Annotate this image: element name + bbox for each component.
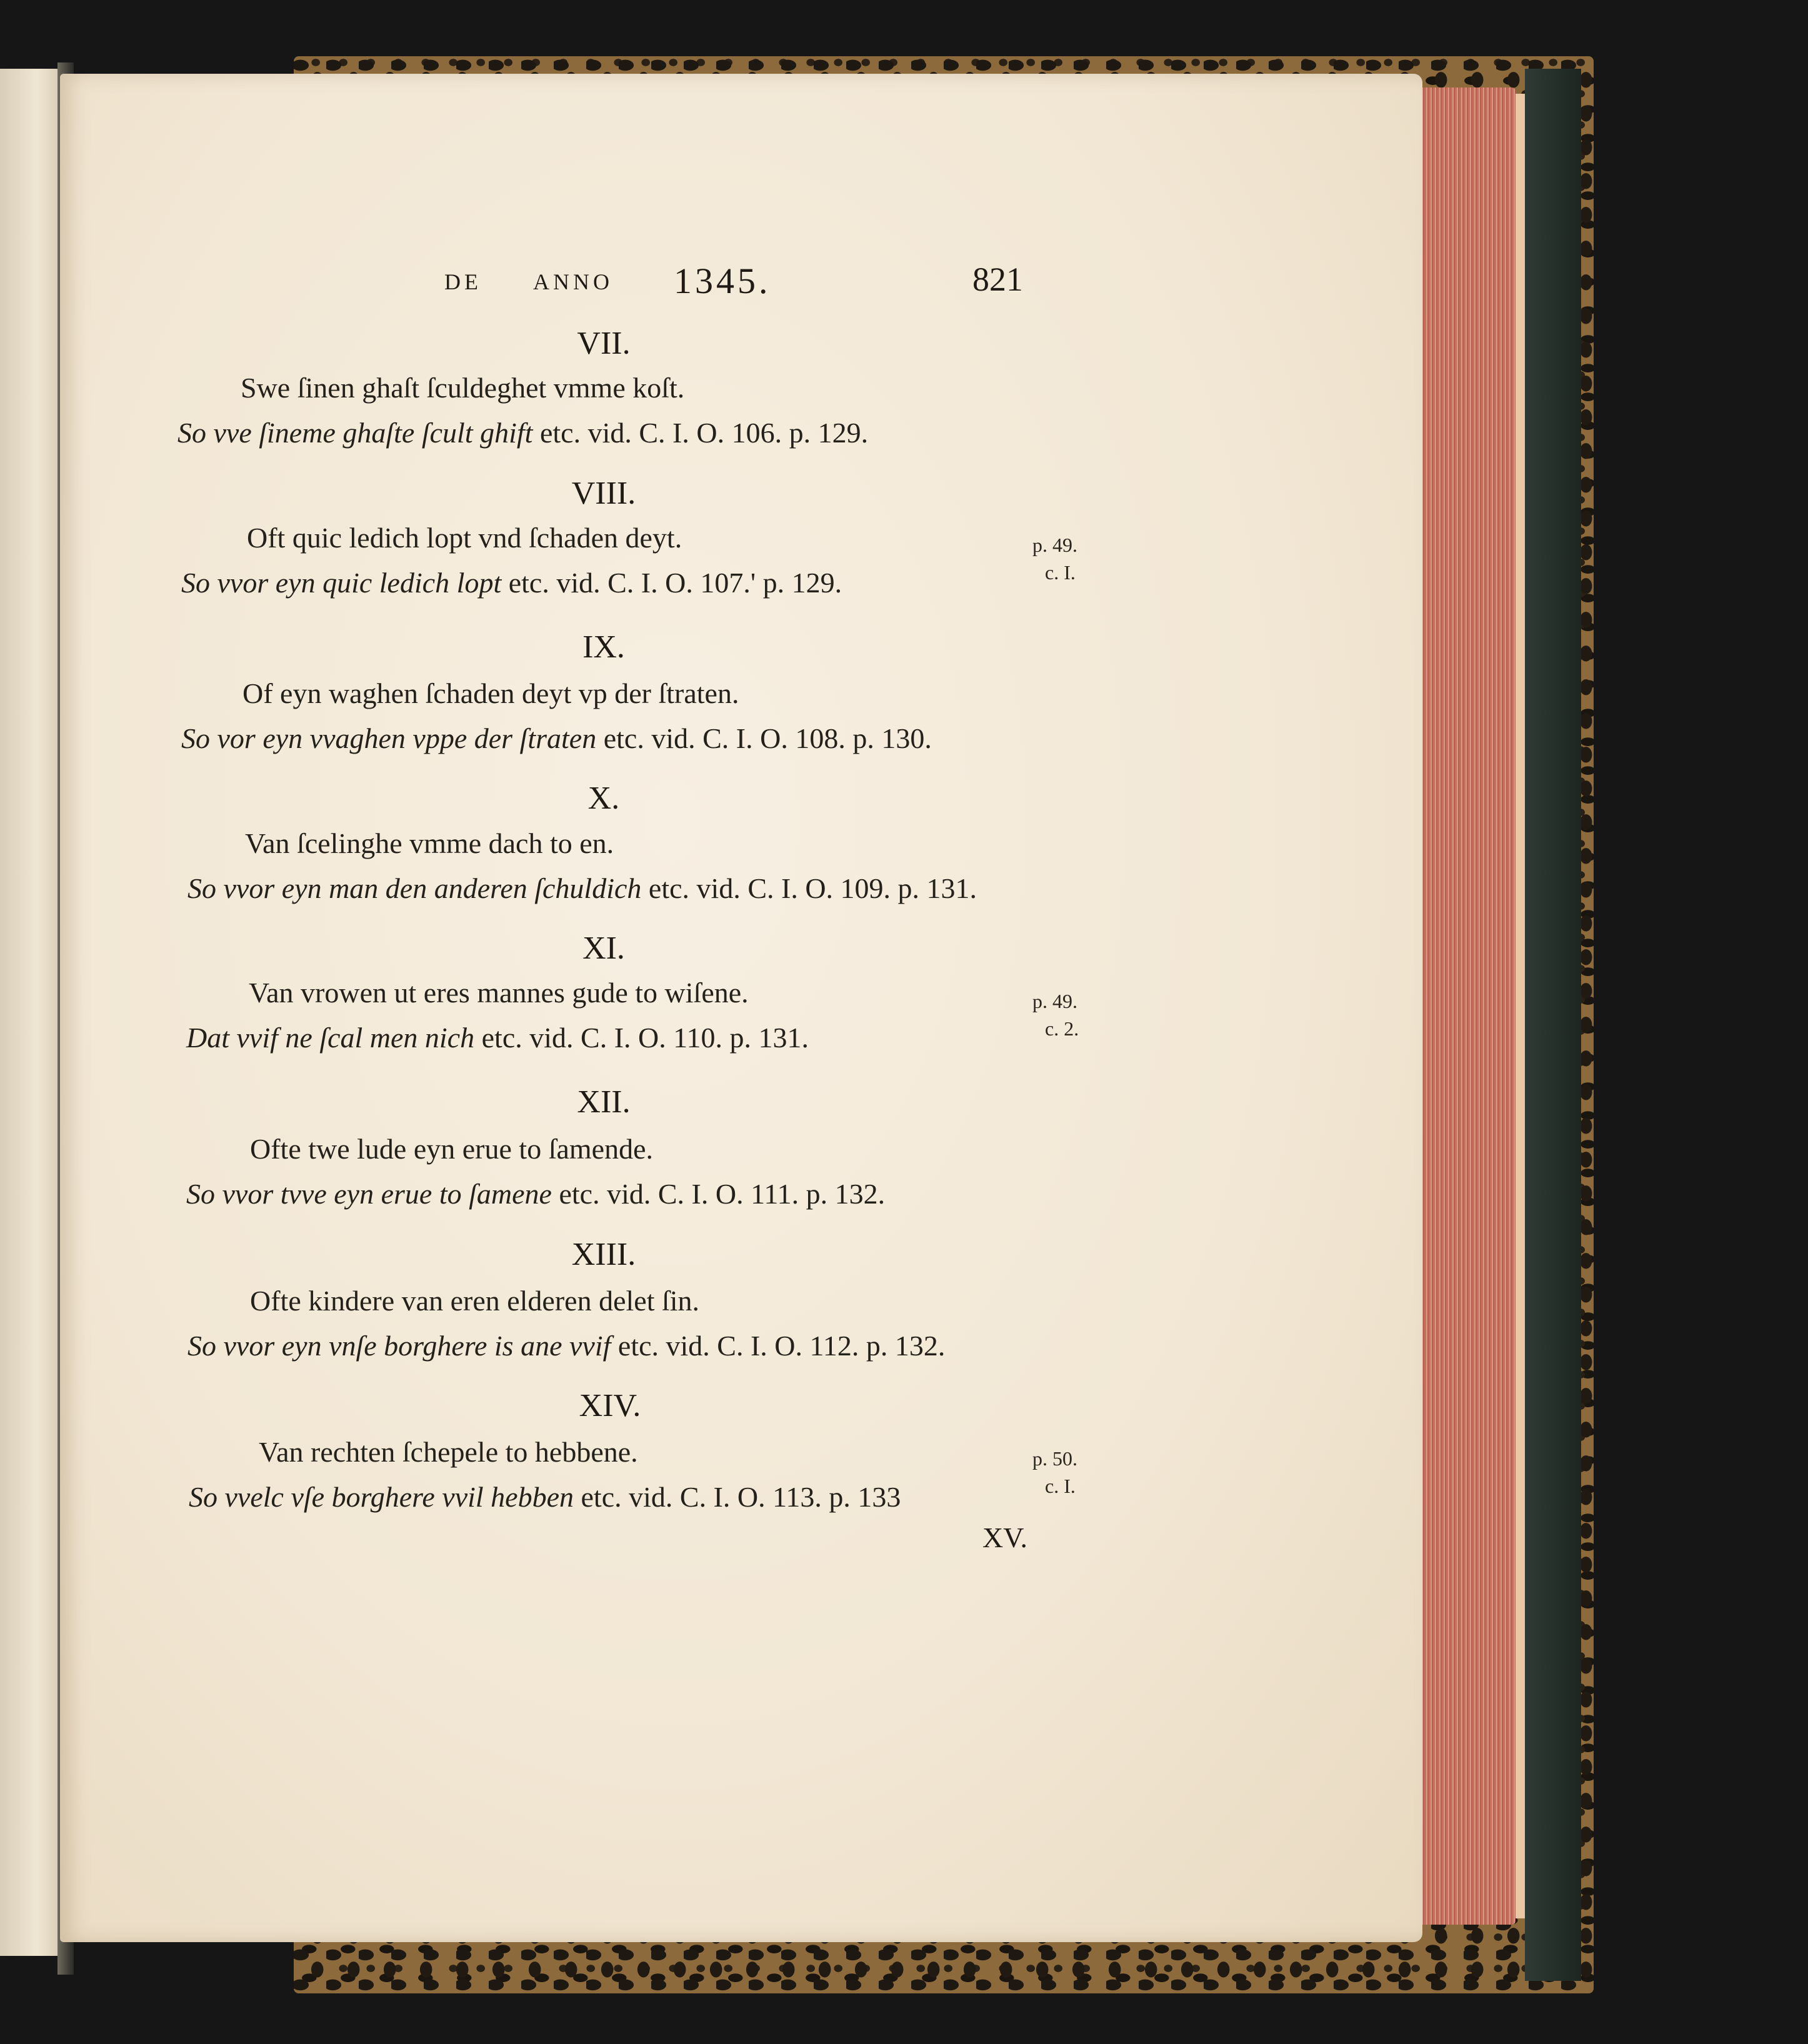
margin-note-page: p. 49. — [1032, 534, 1077, 556]
section-numeral: IX. — [582, 629, 625, 665]
section-numeral: VII. — [577, 326, 631, 361]
reference-citation: etc. vid. C. I. O. 109. p. 131. — [648, 872, 977, 904]
section-reference — [186, 1177, 885, 1210]
section-reference — [177, 416, 868, 449]
section-title: Van ſcelinghe vmme dach to en. — [245, 827, 614, 859]
reference-incipit: So vvor eyn quic ledich lopt — [181, 567, 502, 599]
section-title: Van vrowen ut eres mannes gude to wiſene. — [249, 977, 749, 1009]
running-head-anno: ANNO — [533, 269, 613, 294]
section-title: Of eyn waghen ſchaden deyt vp der ſtraten. — [242, 677, 739, 709]
margin-note — [1032, 987, 1079, 1042]
reference-citation: etc. vid. C. I. O. 113. p. 133 — [581, 1481, 901, 1513]
section-title: Ofte kindere van eren elderen delet ſin. — [250, 1285, 700, 1317]
section-numeral: X. — [587, 780, 620, 816]
running-head-year: 1345. — [674, 261, 771, 301]
catchword: XV. — [982, 1522, 1028, 1553]
section-reference — [187, 1329, 945, 1362]
section-title: Ofte twe lude eyn erue to ſamende. — [250, 1133, 654, 1165]
section-numeral: XIV. — [579, 1388, 641, 1423]
reference-citation: etc. vid. C. I. O. 110. p. 131. — [481, 1022, 809, 1054]
section-numeral: XI. — [582, 930, 625, 966]
running-head-de: DE — [444, 269, 482, 294]
reference-incipit: Dat vvif ne ſcal men nich — [186, 1022, 475, 1054]
reference-citation: etc. vid. C. I. O. 108. p. 130. — [603, 722, 932, 754]
reference-incipit: So vor eyn vvaghen vppe der ſtraten — [181, 722, 597, 754]
section-reference — [181, 722, 932, 755]
reference-citation: etc. vid. C. I. O. 111. p. 132. — [559, 1178, 886, 1210]
margin-note-column: c. I. — [1045, 561, 1076, 584]
margin-note — [1032, 531, 1077, 586]
running-head — [0, 261, 1808, 305]
section-title: Swe ſinen ghaſt ſculdeghet vmme koſt. — [241, 372, 685, 404]
section-title: Van rechten ſchepele to hebbene. — [259, 1436, 638, 1468]
reference-citation: etc. vid. C. I. O. 112. p. 132. — [617, 1330, 946, 1362]
margin-note — [1032, 1445, 1077, 1500]
margin-note-page: p. 50. — [1032, 1447, 1077, 1470]
facing-page-edge — [0, 69, 62, 1956]
section-numeral: VIII. — [571, 476, 636, 511]
cover-spine-cloth — [1525, 69, 1581, 1981]
margin-note-column: c. 2. — [1045, 1017, 1079, 1040]
reference-incipit: So vvor eyn vnſe borghere is ane vvif — [187, 1330, 611, 1362]
reference-incipit: So vve ſineme ghaſte ſcult ghift — [177, 417, 533, 449]
section-reference — [189, 1480, 901, 1513]
section-numeral: XIII. — [571, 1237, 636, 1272]
section-numeral: XII. — [577, 1084, 631, 1120]
reference-citation: etc. vid. C. I. O. 106. p. 129. — [539, 417, 869, 449]
section-reference — [187, 872, 977, 905]
reference-citation: etc. vid. C. I. O. 107.' p. 129. — [508, 567, 842, 599]
reference-incipit: So vvelc vſe borghere vvil hebben — [189, 1481, 574, 1513]
page-number: 821 — [972, 261, 1023, 298]
margin-note-page: p. 49. — [1032, 990, 1077, 1012]
margin-note-column: c. I. — [1045, 1475, 1076, 1497]
reference-incipit: So vvor tvve eyn erue to ſamene — [186, 1178, 552, 1210]
section-reference — [186, 1021, 809, 1054]
red-page-edges — [1416, 87, 1516, 1925]
section-reference — [181, 566, 842, 599]
reference-incipit: So vvor eyn man den anderen ſchuldich — [187, 872, 642, 904]
section-title: Oft quic ledich lopt vnd ſchaden deyt. — [247, 522, 682, 554]
